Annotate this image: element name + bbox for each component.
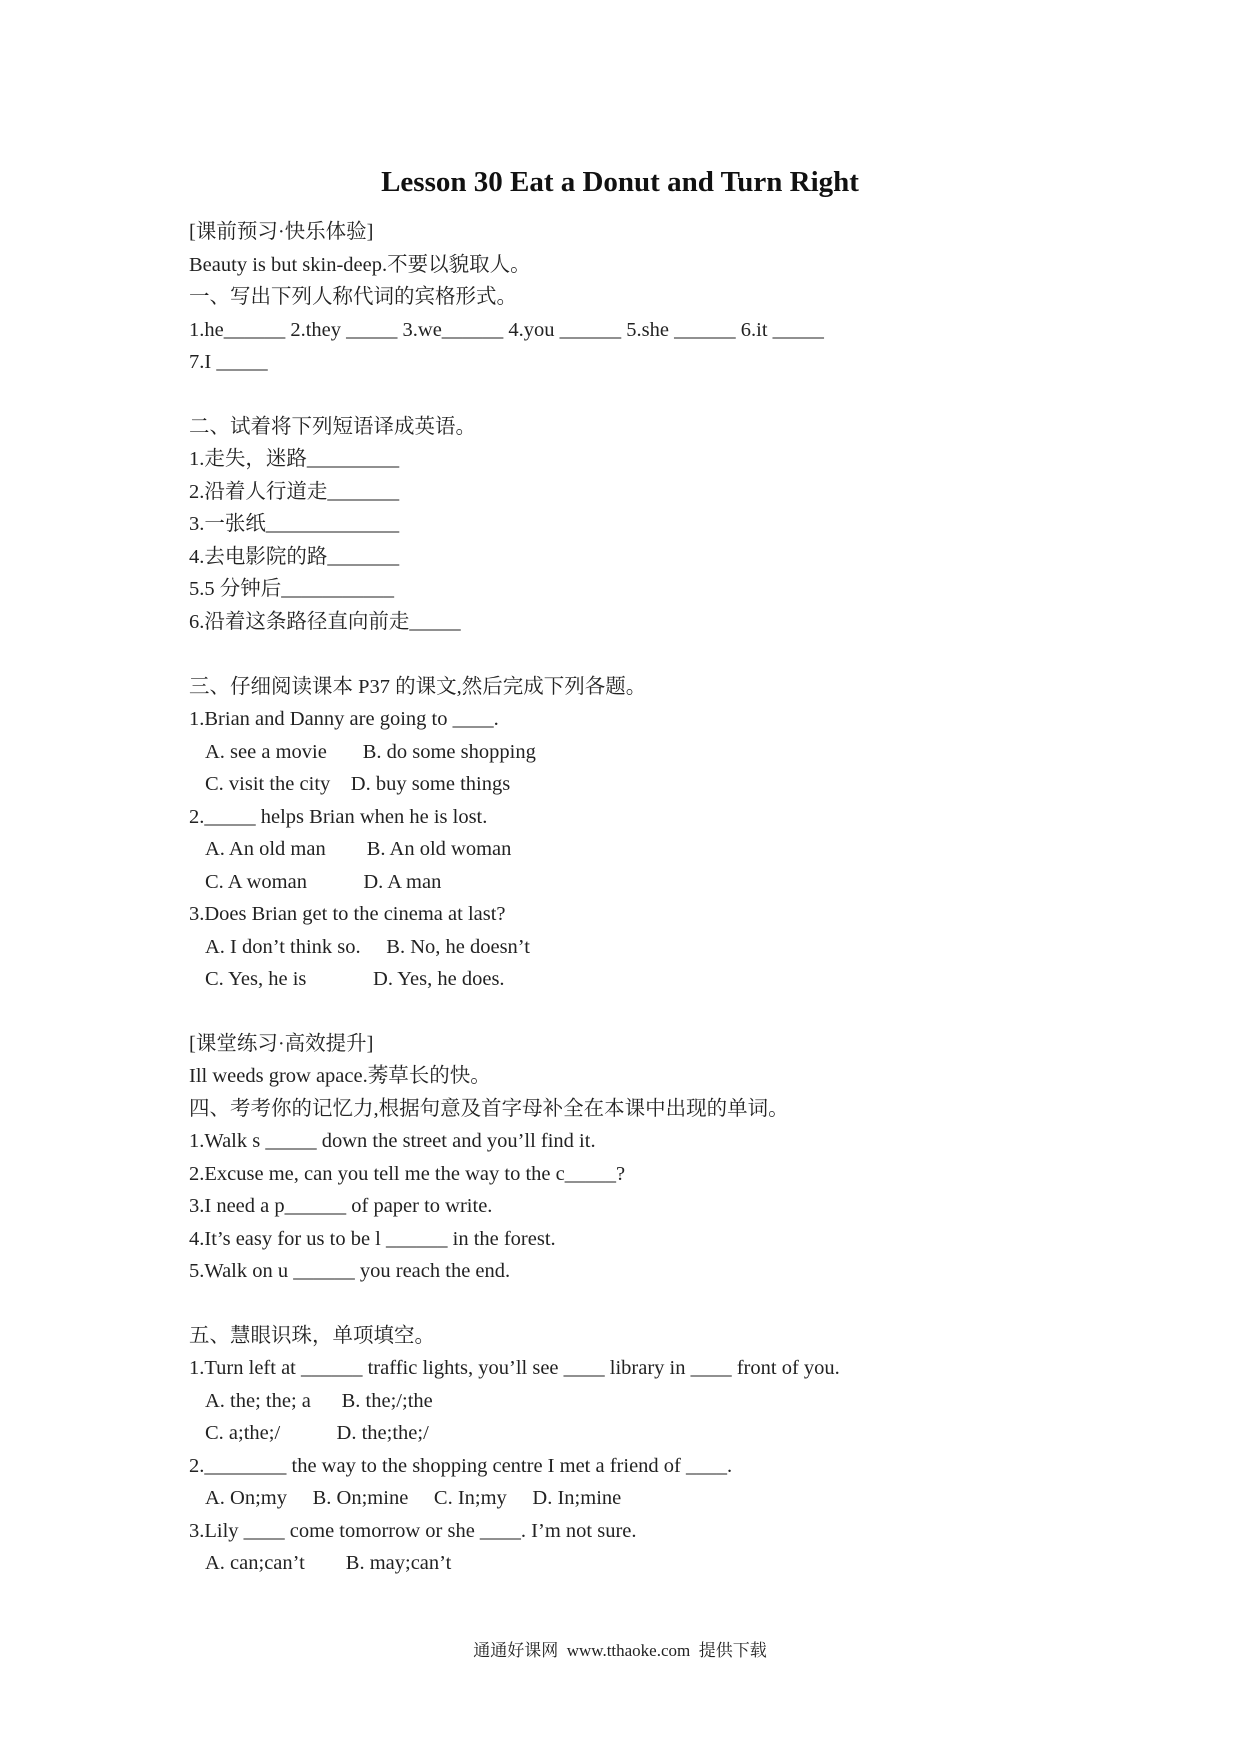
worksheet-line: 2.沿着人行道走_______ — [189, 481, 400, 503]
worksheet-line: 5.5 分钟后___________ — [189, 578, 394, 600]
worksheet-line: 1.Walk s _____ down the street and you’ll find it. — [189, 1130, 596, 1152]
worksheet-line: 5.Walk on u ______ you reach the end. — [189, 1260, 511, 1282]
answer-options: A. see a movie B. do some shopping — [205, 741, 536, 763]
worksheet-line: [课前预习·快乐体验] — [189, 221, 374, 243]
worksheet-line: 1.Brian and Danny are going to ____. — [189, 708, 499, 730]
answer-options: A. I don’t think so. B. No, he doesn’t — [205, 936, 530, 958]
worksheet-line: 2.________ the way to the shopping centre I met a friend of ____. — [189, 1455, 733, 1477]
answer-options: C. A woman D. A man — [205, 871, 442, 893]
worksheet-line: 6.沿着这条路径直向前走_____ — [189, 611, 461, 633]
worksheet-line: 三、仔细阅读课本 P37 的课文,然后完成下列各题。 — [189, 676, 647, 698]
worksheet-line: 二、试着将下列短语译成英语。 — [189, 416, 476, 438]
worksheet-line: Ill weeds grow apace.莠草长的快。 — [189, 1065, 491, 1087]
answer-options: A. On;my B. On;mine C. In;my D. In;mine — [205, 1487, 622, 1509]
worksheet-line: 3.Does Brian get to the cinema at last? — [189, 903, 506, 925]
worksheet-line: 3.Lily ____ come tomorrow or she ____. I’m not sure. — [189, 1520, 637, 1542]
worksheet-line: 4.去电影院的路_______ — [189, 546, 400, 568]
answer-options: A. can;can’t B. may;can’t — [205, 1552, 452, 1574]
worksheet-line: 1.he______ 2.they _____ 3.we______ 4.you ______ 5.she ______ 6.it _____ — [189, 319, 824, 341]
worksheet-line: Beauty is but skin-deep.不要以貌取人。 — [189, 254, 531, 276]
worksheet-line: 3.I need a p______ of paper to write. — [189, 1195, 493, 1217]
page-title: Lesson 30 Eat a Donut and Turn Right — [381, 166, 859, 198]
answer-options: C. a;the;/ D. the;the;/ — [205, 1422, 429, 1444]
answer-options: A. An old man B. An old woman — [205, 838, 512, 860]
worksheet-line: 1.Turn left at ______ traffic lights, you’ll see ____ library in ____ front of you. — [189, 1357, 840, 1379]
worksheet-line: 一、写出下列人称代词的宾格形式。 — [189, 286, 517, 308]
footer-credit: 通通好课网 www.tthaoke.com 提供下载 — [473, 1641, 767, 1660]
worksheet-line: 4.It’s easy for us to be l ______ in the forest. — [189, 1228, 556, 1250]
answer-options: A. the; the; a B. the;/;the — [205, 1390, 433, 1412]
worksheet-line: 四、考考你的记忆力,根据句意及首字母补全在本课中出现的单词。 — [189, 1098, 789, 1120]
worksheet-line: [课堂练习·高效提升] — [189, 1033, 374, 1055]
worksheet-line: 1.走失，迷路_________ — [189, 448, 400, 470]
worksheet-line: 2.Excuse me, can you tell me the way to the c_____? — [189, 1163, 626, 1185]
worksheet-line: 五、慧眼识珠，单项填空。 — [189, 1325, 435, 1347]
worksheet-line: 3.一张纸_____________ — [189, 513, 400, 535]
worksheet-line: 7.I _____ — [189, 351, 268, 373]
worksheet-line: 2._____ helps Brian when he is lost. — [189, 806, 488, 828]
answer-options: C. visit the city D. buy some things — [205, 773, 511, 795]
answer-options: C. Yes, he is D. Yes, he does. — [205, 968, 505, 990]
